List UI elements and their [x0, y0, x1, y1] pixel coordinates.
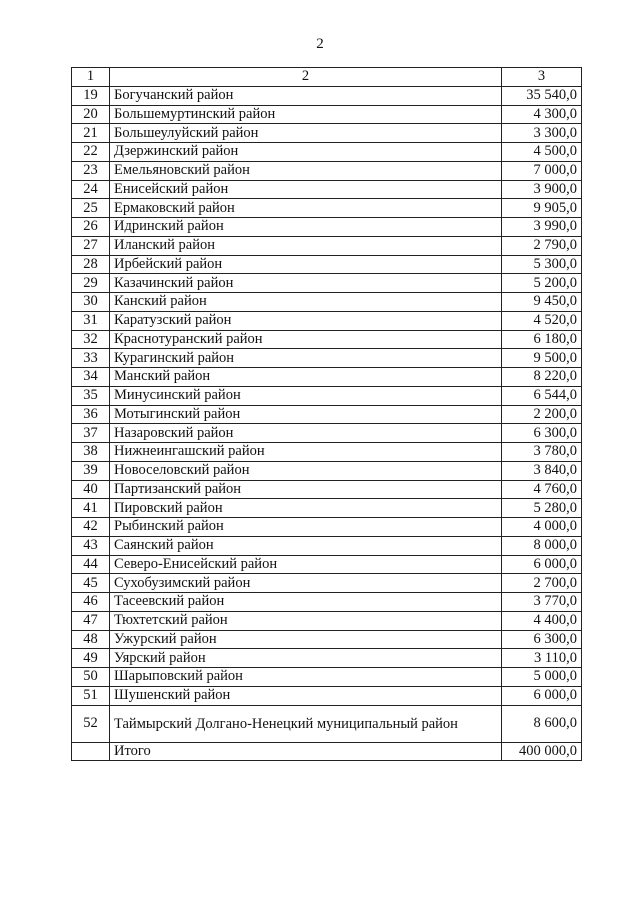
row-number: 19 — [72, 86, 110, 105]
table-row — [72, 236, 582, 255]
amount-value: 3 900,0 — [502, 180, 582, 199]
district-name: Шушенский район — [110, 686, 502, 705]
table-row — [72, 161, 582, 180]
table-row — [72, 424, 582, 443]
district-name: Манский район — [110, 368, 502, 387]
amount-value: 4 500,0 — [502, 143, 582, 162]
row-number: 39 — [72, 461, 110, 480]
amount-value: 6 000,0 — [502, 686, 582, 705]
district-name: Большеулуйский район — [110, 124, 502, 143]
row-number: 47 — [72, 611, 110, 630]
table-row — [72, 386, 582, 405]
amount-value: 3 840,0 — [502, 461, 582, 480]
row-number: 23 — [72, 161, 110, 180]
district-name: Саянский район — [110, 536, 502, 555]
district-name: Казачинский район — [110, 274, 502, 293]
row-number: 52 — [72, 705, 110, 742]
amount-value: 6 000,0 — [502, 555, 582, 574]
table-row — [72, 480, 582, 499]
district-name: Идринский район — [110, 218, 502, 237]
row-number: 22 — [72, 143, 110, 162]
table-row — [72, 574, 582, 593]
district-name: Курагинский район — [110, 349, 502, 368]
district-name: Дзержинский район — [110, 143, 502, 162]
row-number: 44 — [72, 555, 110, 574]
district-name: Енисейский район — [110, 180, 502, 199]
table-row — [72, 649, 582, 668]
row-number: 28 — [72, 255, 110, 274]
amount-value: 8 220,0 — [502, 368, 582, 387]
table-row — [72, 368, 582, 387]
district-name: Тасеевский район — [110, 593, 502, 612]
table-row — [72, 349, 582, 368]
table-row — [72, 405, 582, 424]
row-number: 20 — [72, 105, 110, 124]
amount-value: 5 280,0 — [502, 499, 582, 518]
district-name: Иланский район — [110, 236, 502, 255]
amount-value: 5 200,0 — [502, 274, 582, 293]
table-row — [72, 461, 582, 480]
amount-value: 3 110,0 — [502, 649, 582, 668]
table-header-row — [72, 68, 582, 87]
row-number: 43 — [72, 536, 110, 555]
table-row — [72, 199, 582, 218]
table-row — [72, 143, 582, 162]
table-row — [72, 180, 582, 199]
table-row — [72, 255, 582, 274]
district-name: Новоселовский район — [110, 461, 502, 480]
row-number: 25 — [72, 199, 110, 218]
amount-value: 4 760,0 — [502, 480, 582, 499]
amount-value: 6 300,0 — [502, 630, 582, 649]
amount-value: 5 300,0 — [502, 255, 582, 274]
table-row — [72, 611, 582, 630]
district-name: Партизанский район — [110, 480, 502, 499]
table-row — [72, 536, 582, 555]
district-name: Минусинский район — [110, 386, 502, 405]
table-row — [72, 668, 582, 687]
district-name: Пировский район — [110, 499, 502, 518]
row-number: 30 — [72, 293, 110, 312]
district-name: Шарыповский район — [110, 668, 502, 687]
row-number: 51 — [72, 686, 110, 705]
row-number: 29 — [72, 274, 110, 293]
table-row — [72, 518, 582, 537]
table-row — [72, 124, 582, 143]
district-name: Ирбейский район — [110, 255, 502, 274]
table-row — [72, 443, 582, 462]
table-row — [72, 630, 582, 649]
district-name: Сухобузимский район — [110, 574, 502, 593]
amount-value: 2 700,0 — [502, 574, 582, 593]
row-number: 31 — [72, 311, 110, 330]
row-number: 27 — [72, 236, 110, 255]
district-name: Ужурский район — [110, 630, 502, 649]
row-number: 34 — [72, 368, 110, 387]
district-name: Большемуртинский район — [110, 105, 502, 124]
row-number: 46 — [72, 593, 110, 612]
row-number: 33 — [72, 349, 110, 368]
amount-value: 2 790,0 — [502, 236, 582, 255]
total-number — [72, 742, 110, 761]
table-row — [72, 86, 582, 105]
budget-table — [71, 67, 582, 761]
amount-value: 3 300,0 — [502, 124, 582, 143]
amount-value: 3 770,0 — [502, 593, 582, 612]
row-number: 38 — [72, 443, 110, 462]
column-header-name: 2 — [110, 68, 502, 87]
district-name: Уярский район — [110, 649, 502, 668]
amount-value: 2 200,0 — [502, 405, 582, 424]
total-label: Итого — [110, 742, 502, 761]
amount-value: 6 180,0 — [502, 330, 582, 349]
row-number: 35 — [72, 386, 110, 405]
amount-value: 3 780,0 — [502, 443, 582, 462]
row-number: 42 — [72, 518, 110, 537]
row-number: 26 — [72, 218, 110, 237]
district-name: Емельяновский район — [110, 161, 502, 180]
row-number: 37 — [72, 424, 110, 443]
amount-value: 5 000,0 — [502, 668, 582, 687]
column-header-number: 1 — [72, 68, 110, 87]
district-name: Мотыгинский район — [110, 405, 502, 424]
table-row — [72, 555, 582, 574]
total-value: 400 000,0 — [502, 742, 582, 761]
table-body — [72, 68, 582, 761]
row-number: 45 — [72, 574, 110, 593]
table-row — [72, 311, 582, 330]
amount-value: 35 540,0 — [502, 86, 582, 105]
amount-value: 4 300,0 — [502, 105, 582, 124]
district-name: Таймырский Долгано-Ненецкий муниципальный район — [110, 705, 502, 742]
table-row — [72, 705, 582, 742]
row-number: 50 — [72, 668, 110, 687]
table-row — [72, 499, 582, 518]
amount-value: 9 450,0 — [502, 293, 582, 312]
row-number: 21 — [72, 124, 110, 143]
amount-value: 6 300,0 — [502, 424, 582, 443]
district-name: Ермаковский район — [110, 199, 502, 218]
table-row — [72, 330, 582, 349]
amount-value: 8 600,0 — [502, 705, 582, 742]
amount-value: 8 000,0 — [502, 536, 582, 555]
table-row — [72, 274, 582, 293]
district-name: Краснотуранский район — [110, 330, 502, 349]
page-number: 2 — [316, 36, 324, 52]
amount-value: 3 990,0 — [502, 218, 582, 237]
table-row — [72, 686, 582, 705]
district-name: Рыбинский район — [110, 518, 502, 537]
district-name: Каратузский район — [110, 311, 502, 330]
district-name: Нижнеингашский район — [110, 443, 502, 462]
row-number: 48 — [72, 630, 110, 649]
amount-value: 4 400,0 — [502, 611, 582, 630]
amount-value: 7 000,0 — [502, 161, 582, 180]
table-row — [72, 218, 582, 237]
column-header-value: 3 — [502, 68, 582, 87]
amount-value: 4 000,0 — [502, 518, 582, 537]
amount-value: 6 544,0 — [502, 386, 582, 405]
row-number: 49 — [72, 649, 110, 668]
row-number: 32 — [72, 330, 110, 349]
district-name: Северо-Енисейский район — [110, 555, 502, 574]
row-number: 41 — [72, 499, 110, 518]
amount-value: 4 520,0 — [502, 311, 582, 330]
table-row — [72, 293, 582, 312]
district-name: Богучанский район — [110, 86, 502, 105]
row-number: 40 — [72, 480, 110, 499]
district-name: Канский район — [110, 293, 502, 312]
district-name: Назаровский район — [110, 424, 502, 443]
row-number: 36 — [72, 405, 110, 424]
table-row — [72, 105, 582, 124]
table-row — [72, 593, 582, 612]
amount-value: 9 905,0 — [502, 199, 582, 218]
amount-value: 9 500,0 — [502, 349, 582, 368]
row-number: 24 — [72, 180, 110, 199]
total-row — [72, 742, 582, 761]
district-name: Тюхтетский район — [110, 611, 502, 630]
